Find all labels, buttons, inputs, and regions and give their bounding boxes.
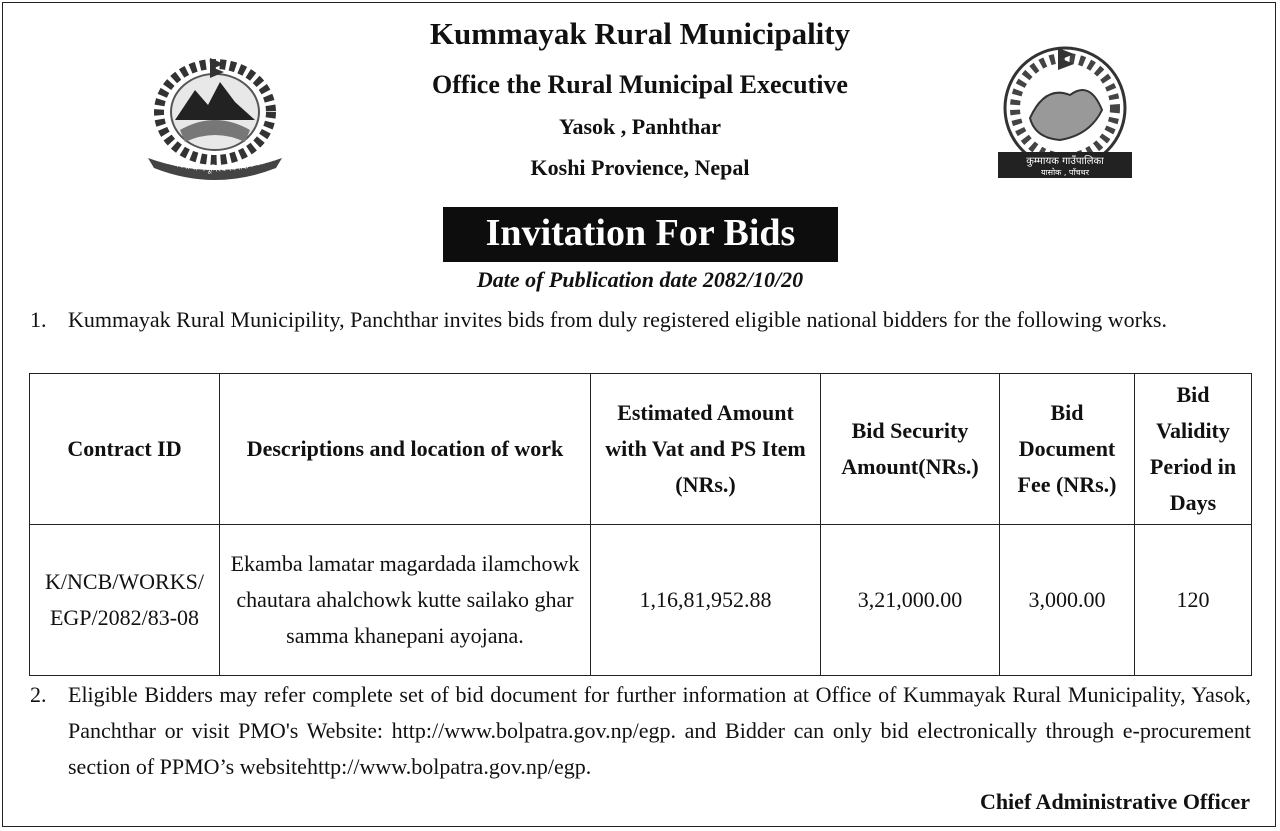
paragraph-1-text: Kummayak Rural Municipility, Panchthar invites bids from duly registered eligible national bidders for the following works. [68,307,1167,332]
office-title: Office the Rural Municipal Executive [432,70,848,99]
header-validity-period: Bid Validity Period in Days [1135,374,1252,525]
cell-contract-id: K/NCB/WORKS/ EGP/2082/83-08 [30,525,220,676]
paragraph-1 [30,302,1251,338]
cell-validity-days: 120 [1135,525,1252,676]
cell-description: Ekamba lamatar magardada ilamchowk chautara ahalchowk kutte sailako ghar samma khanepani ayojana. [220,525,591,676]
paragraph-2-number: 2. [30,682,47,707]
cell-estimated-amount: 1,16,81,952.88 [591,525,821,676]
header-document-fee: Bid Document Fee (NRs.) [1000,374,1135,525]
header-contract-id: Contract ID [30,374,220,525]
invitation-banner: Invitation For Bids [443,207,838,262]
header-estimated-amount: Estimated Amount with Vat and PS Item (NRs.) [591,374,821,525]
signatory-title: Chief Administrative Officer [979,789,1250,814]
table-row [30,525,1252,676]
table-header-row [30,374,1252,525]
paragraph-2-text: Eligible Bidders may refer complete set of bid document for further information at Office of Kummayak Rural Municipality, Yasok, Panchthar or visit PMO's Website: http://www.bolpatra.gov.np/egp. and Bidder can only bid electronically through e-procurement section of PPMO’s websitehttp://www.bolpatra.gov.np/egp. [68,682,1251,779]
office-location: Yasok , Panhthar [559,114,721,139]
bids-table [29,373,1252,676]
right-emblem-name: कुम्मायक गाउँपालिका [1026,156,1104,167]
right-emblem-subtitle: यासोक , पाँचथर [1040,168,1090,177]
cell-bid-security: 3,21,000.00 [821,525,1000,676]
left-emblem-motto: जननी जन्मभूमिश्च स्वर्गादपि गरीयसी [172,152,278,174]
header-bid-security: Bid Security Amount(NRs.) [821,374,1000,525]
paragraph-2 [30,677,1251,785]
cell-document-fee: 3,000.00 [1000,525,1135,676]
header-description: Descriptions and location of work [220,374,591,525]
office-province: Koshi Provience, Nepal [530,155,750,180]
municipality-title: Kummayak Rural Municipality [429,16,851,51]
publication-date: Date of Publication date 2082/10/20 [476,267,804,292]
paragraph-1-number: 1. [30,307,47,332]
